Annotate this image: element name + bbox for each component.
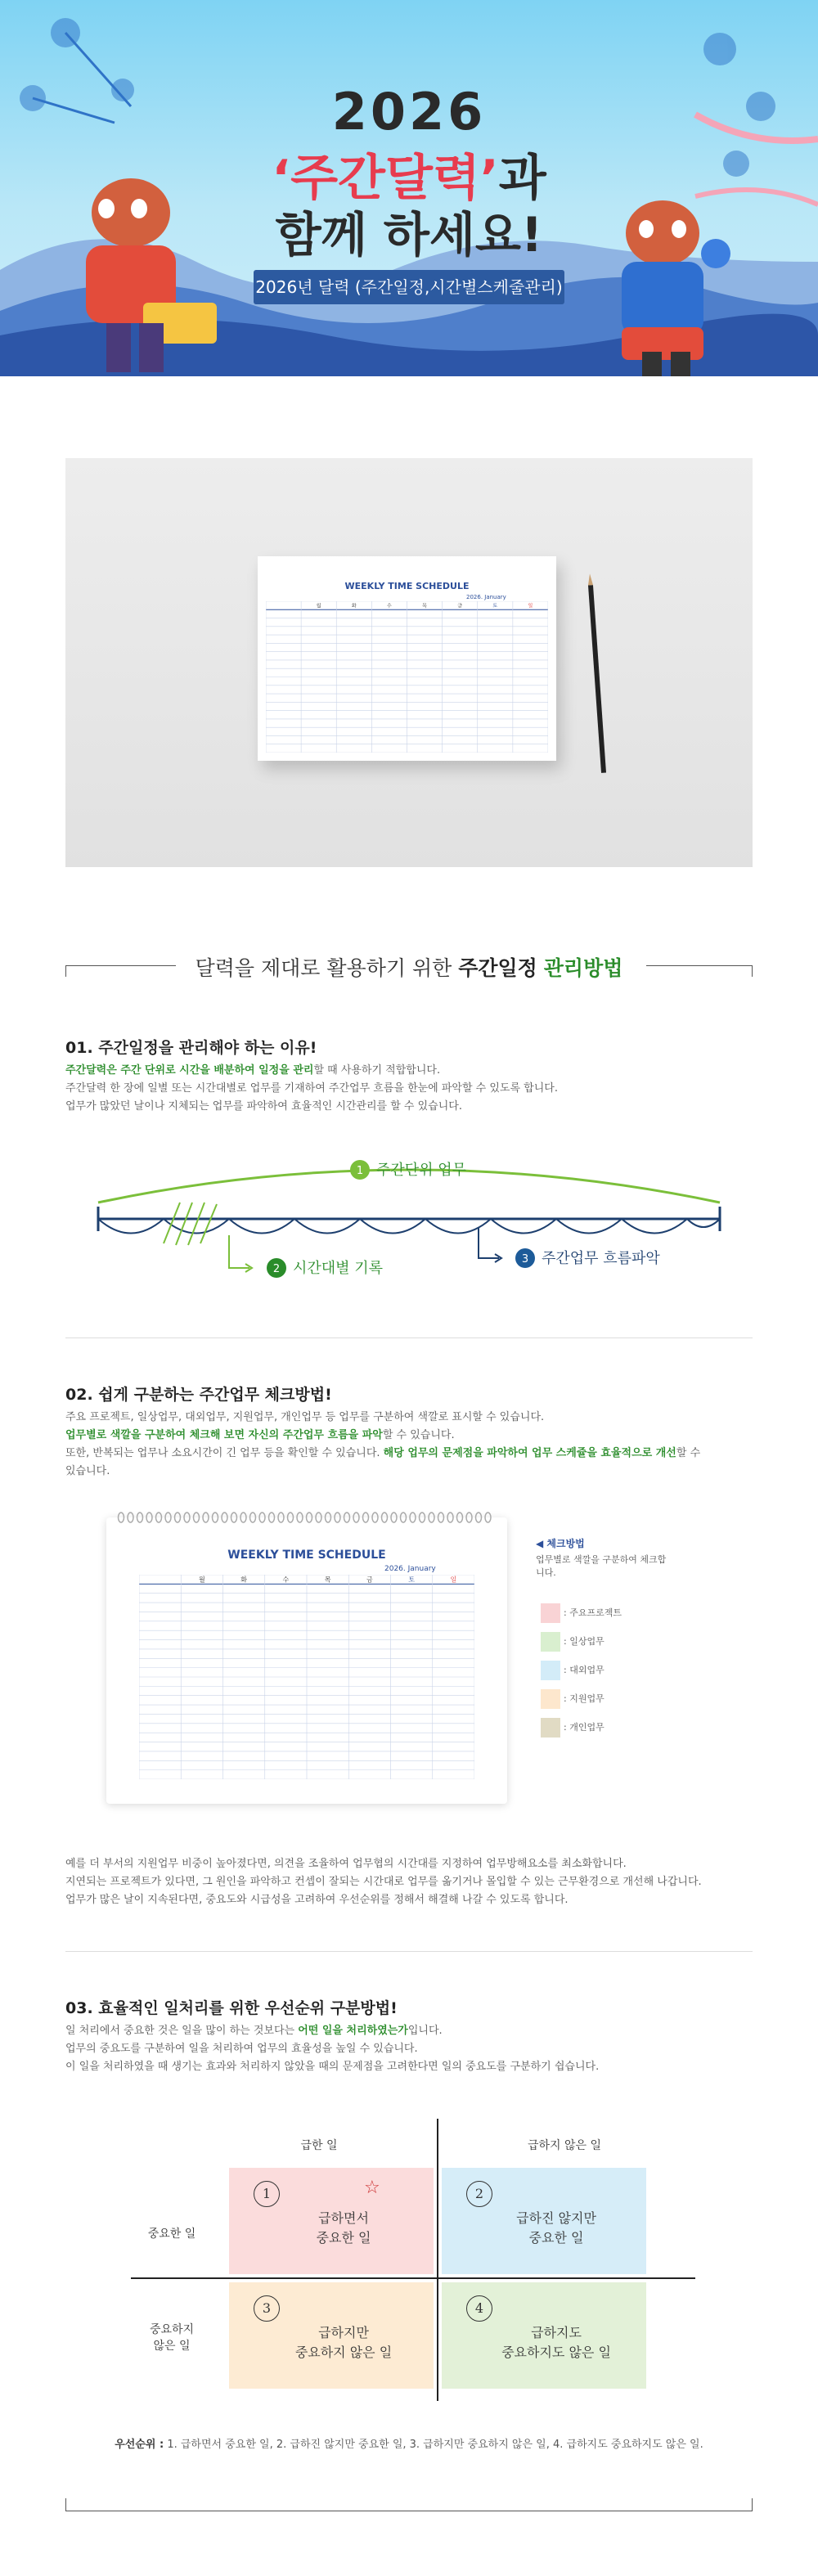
legend-desc: 업무별로 색깔을 구분하여 체크합니다. bbox=[536, 1554, 667, 1578]
day-header: 토 bbox=[492, 603, 498, 609]
quadrant-2-number: 2 bbox=[466, 2181, 492, 2207]
hero-banner bbox=[0, 0, 818, 376]
matrix-row-important: 중요한 일 bbox=[147, 2228, 196, 2241]
sheet-month: 2026. January bbox=[466, 594, 506, 600]
block3-text: 일 처리에서 중요한 것은 일을 많이 하는 것보다는 어떤 일을 처리하였는가입니다. 업무의 중요도를 구분하여 일을 처리하여 업무의 효율성을 높일 수 있습니다. 이 일을 처리하였을 때 생기는 효과와 처리하지 않았을 때의 문제점을 고려한다면 일의 중요도를 구분하기 쉽습니다. bbox=[65, 2025, 600, 2073]
legend-swatch bbox=[541, 1632, 560, 1652]
matrix-row-not-important: 중요하지 않은 일 bbox=[149, 2323, 195, 2353]
day-header: 월 bbox=[199, 1576, 205, 1584]
pencil-illustration bbox=[588, 585, 606, 773]
calendar-sheet-month: 2026. January bbox=[384, 1565, 436, 1573]
day-header: 일 bbox=[528, 603, 533, 609]
quadrant-3-number: 3 bbox=[254, 2295, 280, 2322]
hero-badge: 2026년 달력 (주간일정,시간별스케줄관리) bbox=[254, 270, 564, 304]
quadrant-3-text: 급하지만 중요하지 않은 일 bbox=[294, 2325, 393, 2360]
quadrant-4-number: 4 bbox=[466, 2295, 492, 2322]
priority-order: 우선순위 : 1. 급하면서 중요한 일, 2. 급하진 않지만 중요한 일, 3. 급하지만 중요하지 않은 일, 4. 급하지도 중요하지도 않은 일. bbox=[115, 2439, 703, 2451]
quadrant-4-text: 급하지도 중요하지도 않은 일 bbox=[501, 2325, 611, 2360]
legend-item-support: : 지원업무 bbox=[541, 1689, 605, 1709]
block3-title: 03. 효율적인 일처리를 위한 우선순위 구분방법! bbox=[65, 1999, 398, 2017]
hero-title-suffix: 과 bbox=[498, 150, 546, 207]
legend-item-external: : 대외업무 bbox=[541, 1661, 605, 1680]
block2-example-text: 예를 더 부서의 지원업무 비중이 높아졌다면, 의견을 조율하여 업무협의 시간대를 지정하여 업무방해요소를 최소화합니다. 지연되는 프로젝트가 있다면, 그 원인을 파악하고 컨셉이 잘되는 시간대로 업무를 옮기거나 몰입할 수 있는 근무환경으로 개선해 나갑니다. 업무가 많은 날이 지속된다면, 중요도와 시급성을 고려하여 우선순위를 정해서 해결해 나갈 수 있도록 합니다. bbox=[65, 1858, 702, 1906]
quadrant-1-text: 급하면서 중요한 일 bbox=[316, 2210, 371, 2246]
quadrant-2-text: 급하진 않지만 중요한 일 bbox=[516, 2210, 596, 2246]
day-header: 금 bbox=[366, 1576, 373, 1584]
divider bbox=[65, 1337, 753, 1338]
hero-year: 2026 bbox=[331, 82, 487, 142]
calendar-schedule-grid bbox=[139, 1575, 474, 1779]
timeline-label3: 주간업무 흐름파악 bbox=[542, 1250, 660, 1267]
day-header: 수 bbox=[282, 1576, 290, 1584]
hero-title-highlight: ‘주간달력’ bbox=[272, 150, 499, 207]
day-header: 수 bbox=[387, 603, 392, 609]
matrix-col-not-urgent: 급하지 않은 일 bbox=[527, 2139, 602, 2152]
star-icon: ☆ bbox=[364, 2178, 380, 2198]
day-header: 목 bbox=[422, 603, 427, 609]
divider bbox=[65, 1951, 753, 1952]
schedule-paper bbox=[258, 556, 556, 761]
product-photo bbox=[65, 458, 753, 867]
schedule-grid bbox=[266, 601, 548, 753]
legend-swatch bbox=[541, 1603, 560, 1623]
legend-swatch bbox=[541, 1661, 560, 1680]
day-header: 화 bbox=[351, 603, 357, 609]
timeline-svg bbox=[65, 1145, 753, 1292]
hero-title-line3: 함께 하세요! bbox=[275, 207, 543, 263]
legend-item-daily: : 일상업무 bbox=[541, 1632, 605, 1652]
block2-text: 주요 프로젝트, 일상업무, 대외업무, 지원업무, 개인업무 등 업무를 구분하여 색깔로 표시할 수 있습니다. 업무별로 색깔을 구분하여 체크해 보면 자신의 주간업무 흐름을 파악할 수 있습니다. 또한, 반복되는 업무나 소요시간이 긴 업무 등을 확인할 수 있습니다. 해당 업무의 문제점을 파악하여 업무 스케쥴을 효율적으로 개선할 수 있습니다. bbox=[65, 1411, 701, 1477]
legend-title: ◀ 체크방법 bbox=[536, 1538, 585, 1549]
timeline-diagram bbox=[65, 1145, 753, 1292]
timeline-label1: 주간단위 업무 bbox=[376, 1162, 467, 1179]
legend-swatch bbox=[541, 1718, 560, 1738]
legend-swatch bbox=[541, 1689, 560, 1709]
desk-calendar bbox=[106, 1517, 507, 1804]
legend-item-main-project: : 주요프로젝트 bbox=[541, 1603, 622, 1623]
day-header: 월 bbox=[316, 603, 321, 609]
day-header: 일 bbox=[450, 1576, 457, 1584]
priority-matrix bbox=[123, 2119, 695, 2405]
block1-title: 01. 주간일정을 관리해야 하는 이유! bbox=[65, 1039, 317, 1057]
timeline-num3: 3 bbox=[521, 1253, 529, 1266]
day-header: 금 bbox=[457, 603, 463, 609]
timeline-num1: 1 bbox=[356, 1165, 364, 1177]
legend-item-personal: : 개인업무 bbox=[541, 1718, 605, 1738]
section-header bbox=[65, 949, 753, 982]
matrix-col-urgent: 급한 일 bbox=[300, 2139, 338, 2152]
day-header: 토 bbox=[408, 1576, 415, 1584]
day-header: 목 bbox=[324, 1576, 331, 1584]
matrix-axes bbox=[123, 2119, 695, 2405]
quadrant-1-number: 1 bbox=[254, 2181, 280, 2207]
day-header: 화 bbox=[240, 1576, 247, 1584]
check-legend bbox=[536, 1536, 748, 1733]
block1-text: 주간달력은 주간 단위로 시간을 배분하여 일정을 관리할 때 사용하기 적합합니다. 주간달력 한 장에 일별 또는 시간대별로 업무를 기재하여 주간업무 흐름을 한눈에 파악할 수 있도록 합니다. 업무가 많았던 날이나 지체되는 업무를 파악하여 효율적인 시간관리를 할 수 있습니다. bbox=[65, 1064, 558, 1113]
timeline-num2: 2 bbox=[272, 1263, 281, 1275]
section-title: 달력을 제대로 활용하기 위한 주간일정 관리방법 bbox=[195, 956, 623, 980]
calendar-sheet-title: WEEKLY TIME SCHEDULE bbox=[227, 1549, 386, 1562]
calendar-rings bbox=[115, 1511, 499, 1524]
timeline-label2: 시간대별 기록 bbox=[293, 1260, 384, 1277]
sheet-title: WEEKLY TIME SCHEDULE bbox=[344, 581, 470, 591]
block2-title: 02. 쉽게 구분하는 주간업무 체크방법! bbox=[65, 1386, 332, 1404]
bottom-bracket bbox=[65, 2495, 753, 2511]
